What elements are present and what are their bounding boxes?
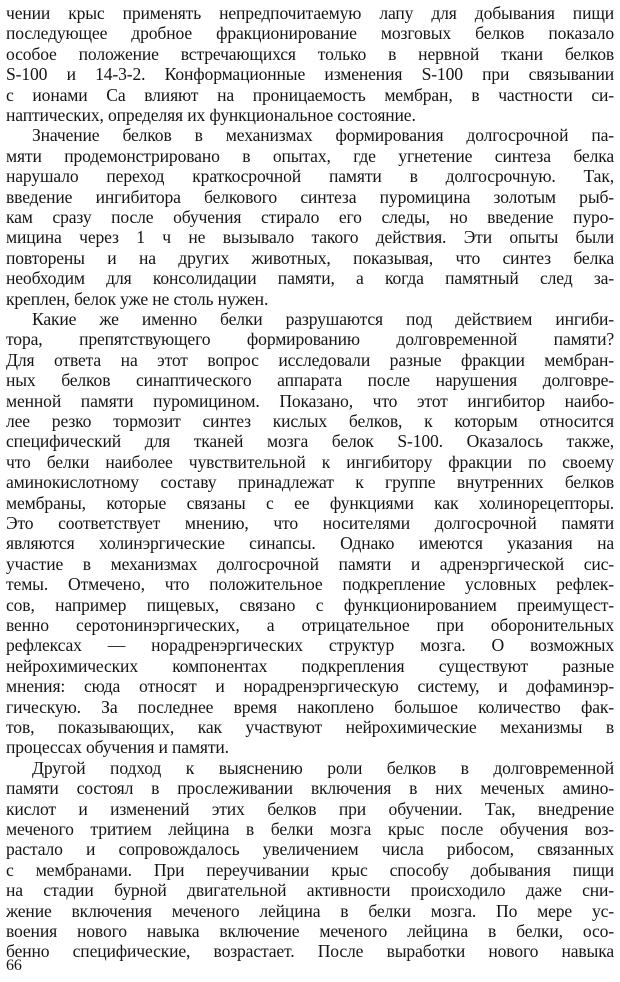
text-line: с мембранами. При переучивании крыс способу добывания пищи	[6, 859, 614, 880]
text-line: креплен, белок уже не столь нужен.	[6, 288, 269, 309]
text-line: тора, препятствующего формированию долговременной памяти?	[6, 329, 614, 350]
text-line: мяти продемонстрировано в опытах, где угнетение синтеза белка	[6, 145, 614, 166]
text-line: жение включения меченого лейцина в белки мозга. По мере ус-	[6, 900, 614, 921]
text-line: участие в механизмах долгосрочной памяти и адренэргической сис-	[6, 553, 614, 574]
text-line: S-100 и 14-3-2. Конформационные изменения S-100 при связывании	[6, 64, 614, 85]
text-line: введение ингибитора белкового синтеза пуромицина золотым рыб-	[6, 186, 614, 207]
text-line: кислот и изменений этих белков при обучении. Так, внедрение	[6, 798, 614, 819]
text-line: наптических, определяя их функциональное состояние.	[6, 105, 416, 125]
text-line: менной памяти пуромицином. Показано, что этот ингибитор наибо-	[6, 390, 614, 411]
text-line: памяти состоял в прослеживании включения в них меченых амино-	[6, 778, 614, 799]
text-line: нарушало переход краткосрочной памяти в долгосрочную. Так,	[6, 166, 614, 187]
text-line: венно серотонинэргических, а отрицательное при оборонительных	[6, 615, 614, 635]
text-line: аминокислотному составу принадлежат к группе внутренних белков	[6, 472, 614, 493]
text-line: последующее дробное фракционирование мозговых белков показало	[6, 23, 614, 44]
text-line: мембраны, которые связаны с ее функциями как холинорецепторы.	[6, 492, 614, 513]
text-line: нейрохимических компонентах подкрепления существуют разные	[6, 655, 614, 676]
text-line: Другой подход к выяснению роли белков в долговременной	[32, 757, 614, 778]
text-line: кам сразу после обучения стирало его следы, но введение пуро-	[6, 207, 614, 227]
text-line: являются холинэргические синапсы. Однако имеются указания на	[6, 533, 614, 554]
text-line: гическую. За последнее время накоплено большое количество фак-	[6, 696, 614, 717]
text-line: сов, например пищевых, связано с функционированием преимущест-	[6, 594, 614, 615]
text-line: чении крыс применять непредпочитаемую лапу для добывания пищи	[6, 3, 614, 23]
text-line: ных белков синаптического аппарата после нарушения долговре-	[6, 370, 614, 391]
text-line: необходим для консолидации памяти, а когда памятный след за-	[6, 268, 614, 289]
text-line: с ионами Са влияют на проницаемость мембран, в частности си-	[6, 84, 614, 105]
text-line: специфический для тканей мозга белок S-100. Оказалось также,	[6, 431, 614, 452]
text-line: растало и сопровождалось увеличением числа рибосом, связанных	[6, 839, 614, 860]
text-line: бенно специфические, возрастает. После выработки нового навыка	[6, 941, 614, 962]
text-line: повторены и на других животных, показывая, что синтез белка	[6, 247, 614, 268]
page-number: 66	[6, 957, 22, 974]
text-line: мнения: сюда относят и норадренэргическую систему, и дофаминэр-	[6, 676, 614, 697]
text-line: Это соответствует мнению, что носителями долгосрочной памяти	[6, 513, 614, 533]
text-line: воения нового навыка включение меченого лейцина в белки, осо-	[6, 921, 614, 941]
text-line: процессах обучения и памяти.	[6, 737, 229, 758]
text-line: рефлексах — норадренэргических структур мозга. О возможных	[6, 635, 614, 656]
text-line: Для ответа на этот вопрос исследовали разные фракции мембран-	[6, 349, 614, 370]
text-line: Значение белков в механизмах формирования долгосрочной па-	[32, 125, 614, 146]
text-line: лее резко тормозит синтез кислых белков, к которым относится	[6, 411, 614, 431]
text-line: меченого тритием лейцина в белки мозга крыс после обучения воз-	[6, 819, 614, 839]
text-line: что белки наиболее чувствительной к ингибитору фракции по своему	[6, 451, 614, 472]
text-line: на стадии бурной двигательной активности происходило даже сни-	[6, 880, 614, 901]
text-line: темы. Отмечено, что положительное подкрепление условных рефлек-	[6, 574, 614, 595]
text-line: тов, показывающих, как участвуют нейрохимические механизмы в	[6, 717, 614, 737]
book-page	[6, 2, 614, 980]
text-line: Какие же именно белки разрушаются под действием ингиби-	[32, 309, 614, 329]
text-line: особое положение встречающихся только в нервной ткани белков	[6, 43, 614, 64]
text-line: мицина через 1 ч не вызывало такого действия. Эти опыты были	[6, 227, 614, 248]
